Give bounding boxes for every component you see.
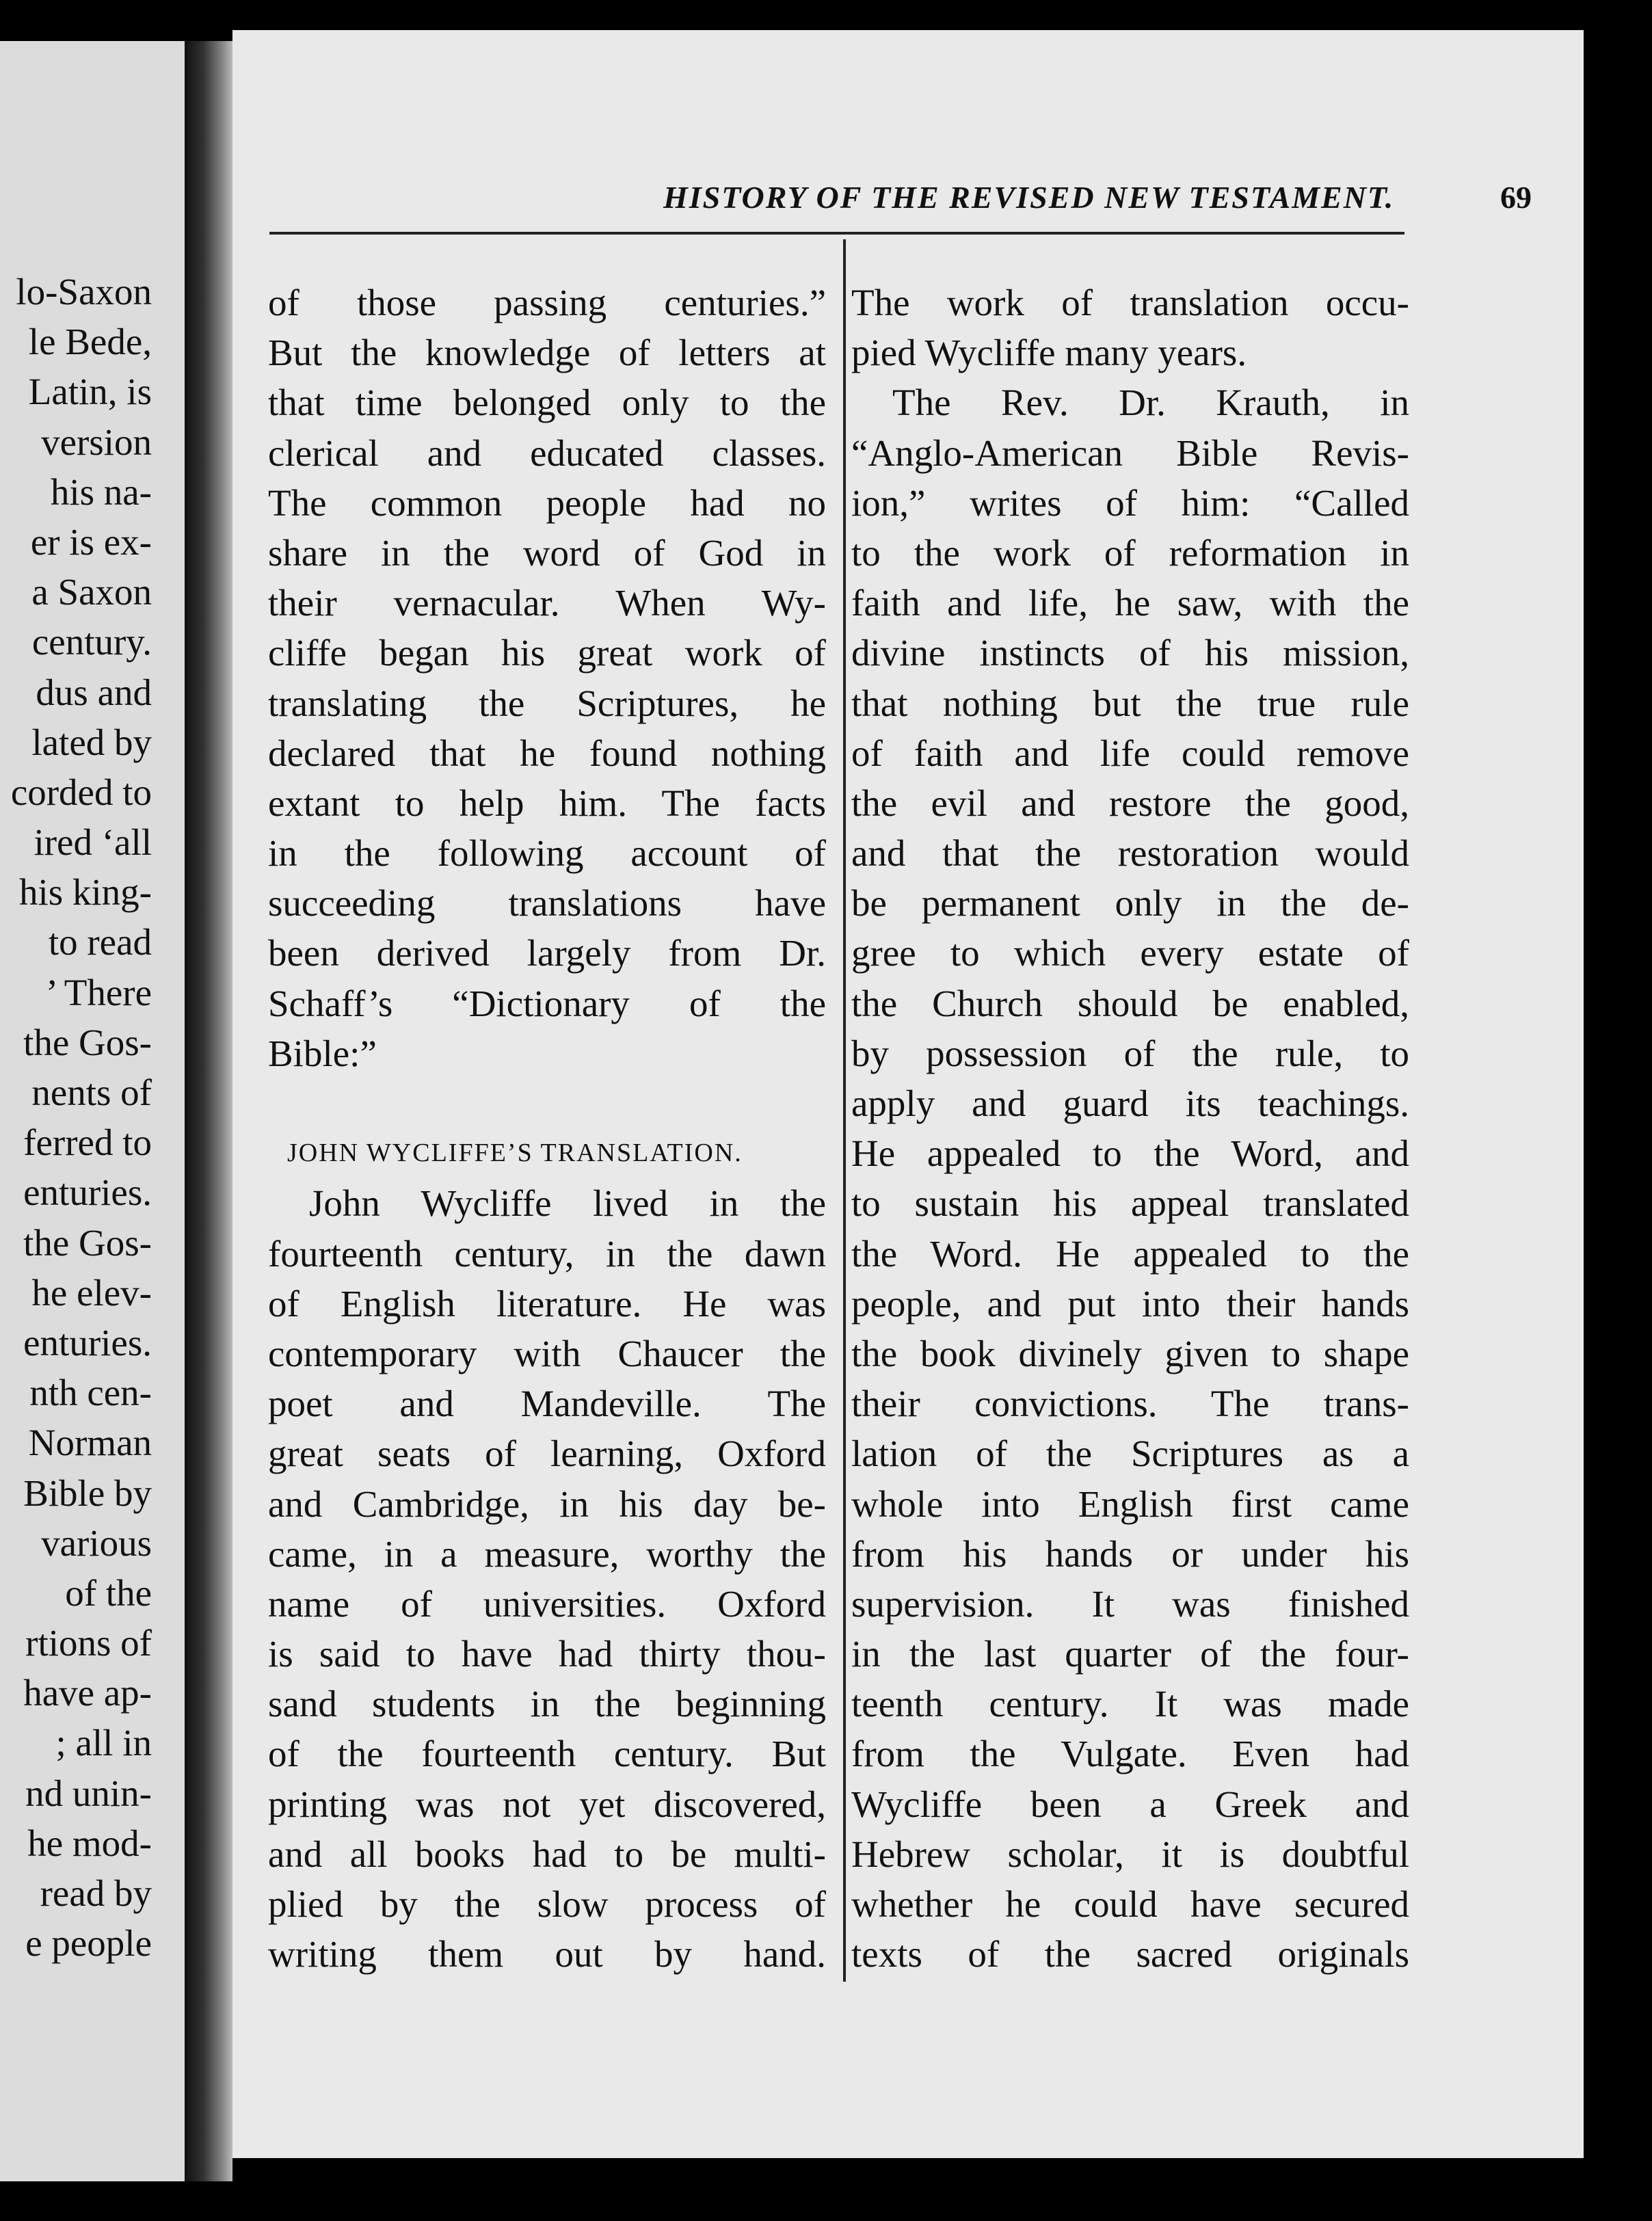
text-line: The common people had no [268, 481, 826, 524]
text-line: writing them out by hand. [268, 1933, 826, 1976]
left-page-line: ’ There [45, 971, 152, 1013]
text-line: great seats of learning, Oxford [268, 1433, 826, 1475]
text-line: texts of the sacred originals [851, 1933, 1409, 1976]
left-facing-page [0, 41, 185, 2181]
left-page-line: rtions of [25, 1622, 152, 1664]
left-page-line: le Bede, [28, 321, 152, 363]
text-line: Hebrew scholar, it is doubtful [851, 1833, 1409, 1875]
text-line: cliffe began his great work of [268, 632, 826, 674]
text-line: contemporary with Chaucer the [268, 1332, 826, 1374]
left-page-line: nth cen- [29, 1372, 152, 1414]
text-line: extant to help him. The facts [268, 782, 826, 824]
book-gutter [185, 41, 232, 2181]
text-line: The work of translation occu- [851, 282, 1409, 323]
running-head-title: HISTORY OF THE REVISED NEW TESTAMENT. [663, 180, 1395, 215]
left-page-line: er is ex- [30, 520, 152, 563]
left-page-line: lated by [31, 721, 152, 763]
left-page-line: ; all in [55, 1722, 152, 1764]
left-page-line: Bible by [23, 1472, 152, 1514]
left-page-line: of the [65, 1571, 152, 1614]
text-line: came, in a measure, worthy the [268, 1532, 826, 1575]
left-page-line: the Gos- [23, 1021, 152, 1063]
text-line: and all books had to be multi- [268, 1833, 826, 1875]
text-line: whole into English first came [851, 1482, 1409, 1525]
left-page-line: various [41, 1521, 152, 1564]
left-page-line: he mod- [27, 1822, 152, 1864]
page-number: 69 [1500, 180, 1532, 215]
text-line: Wycliffe been a Greek and [851, 1783, 1409, 1825]
paragraph-gap [268, 1078, 826, 1128]
text-line: to sustain his appeal translated [851, 1182, 1409, 1225]
column-divider [843, 239, 846, 1982]
text-line: the Church should be enabled, [851, 982, 1409, 1024]
left-page-line: read by [40, 1872, 152, 1914]
text-line: gree to which every estate of [851, 932, 1409, 974]
text-line: in the following account of [268, 832, 826, 875]
left-page-line: version [41, 421, 152, 463]
left-page-line: a Saxon [31, 571, 152, 613]
text-line: teenth century. It was made [851, 1683, 1409, 1725]
left-page-line: his king- [18, 871, 152, 914]
text-line: divine instincts of his mission, [851, 632, 1409, 674]
text-line: He appealed to the Word, and [851, 1132, 1409, 1175]
text-line: from the Vulgate. Even had [851, 1733, 1409, 1775]
text-line: But the knowledge of letters at [268, 332, 826, 374]
text-line: John Wycliffe lived in the [309, 1182, 826, 1225]
text-line: their vernacular. When Wy- [268, 582, 826, 624]
text-line: their convictions. The trans- [851, 1383, 1409, 1425]
left-page-line: century. [31, 621, 152, 663]
text-line: by possession of the rule, to [851, 1032, 1409, 1074]
text-line: “Anglo-American Bible Revis- [851, 431, 1409, 474]
left-page-line: the Gos- [23, 1221, 152, 1264]
left-page-line: enturies. [23, 1171, 152, 1214]
text-line: ion,” writes of him: “Called [851, 481, 1409, 524]
text-line: from his hands or under his [851, 1532, 1409, 1575]
running-head [431, 179, 1532, 227]
text-line: and Cambridge, in his day be- [268, 1482, 826, 1525]
left-page-line: he elev- [31, 1271, 152, 1314]
left-page-line: ired ‘all [34, 821, 152, 864]
text-column-right [851, 278, 1409, 1979]
text-line: is said to have had thirty thou- [268, 1633, 826, 1675]
text-line: that time belonged only to the [268, 382, 826, 424]
text-line: of English literature. He was [268, 1282, 826, 1325]
text-line: Bible:” [268, 1032, 377, 1074]
left-page-line: dus and [36, 671, 152, 713]
text-line: sand students in the beginning [268, 1683, 826, 1725]
left-page-line: ferred to [23, 1121, 152, 1164]
text-line: poet and Mandeville. The [268, 1383, 826, 1425]
left-page-line: his na- [50, 470, 152, 513]
text-line: fourteenth century, in the dawn [268, 1232, 826, 1275]
left-page-line: lo-Saxon [16, 271, 152, 312]
left-page-line: Norman [28, 1422, 152, 1464]
text-line: Schaff’s “Dictionary of the [268, 982, 826, 1024]
text-line: supervision. It was finished [851, 1582, 1409, 1625]
text-line: of those passing centuries.” [268, 282, 826, 323]
left-page-line: have ap- [23, 1672, 152, 1714]
left-page-line: corded to [10, 771, 152, 813]
text-line: faith and life, he saw, with the [851, 582, 1409, 624]
right-page [232, 30, 1584, 2158]
text-line: of faith and life could remove [851, 732, 1409, 774]
left-page-line: Latin, is [28, 371, 152, 413]
section-heading: JOHN WYCLIFFE’S TRANSLATION. [287, 1139, 743, 1168]
text-line: be permanent only in the de- [851, 882, 1409, 925]
left-page-line: enturies. [23, 1321, 152, 1364]
left-page-line: e people [25, 1922, 152, 1965]
text-line: succeeding translations have [268, 882, 826, 925]
text-line: lation of the Scriptures as a [851, 1433, 1409, 1475]
text-line: share in the word of God in [268, 531, 826, 574]
text-line: and that the restoration would [851, 832, 1409, 875]
left-page-line: nents of [31, 1072, 152, 1113]
text-line: of the fourteenth century. But [268, 1733, 826, 1775]
text-line: been derived largely from Dr. [268, 932, 826, 974]
header-rule [269, 232, 1404, 235]
text-line: whether he could have secured [851, 1883, 1409, 1925]
text-line: The Rev. Dr. Krauth, in [892, 382, 1409, 424]
left-page-line: nd unin- [25, 1772, 152, 1814]
text-line: the evil and restore the good, [851, 782, 1409, 824]
text-line: printing was not yet discovered, [268, 1783, 826, 1825]
text-line: that nothing but the true rule [851, 682, 1409, 724]
text-line: in the last quarter of the four- [851, 1633, 1409, 1675]
text-line: translating the Scriptures, he [268, 682, 826, 724]
text-line: people, and put into their hands [851, 1282, 1409, 1325]
text-line: clerical and educated classes. [268, 431, 826, 474]
text-line: plied by the slow process of [268, 1883, 826, 1925]
left-page-text [0, 267, 152, 1968]
left-page-line: to read [48, 921, 152, 963]
text-line: the Word. He appealed to the [851, 1232, 1409, 1275]
text-column-left [268, 278, 826, 1979]
text-line: name of universities. Oxford [268, 1582, 826, 1625]
text-line: the book divinely given to shape [851, 1332, 1409, 1374]
text-line: pied Wycliffe many years. [851, 332, 1247, 374]
text-line: apply and guard its teachings. [851, 1082, 1409, 1124]
text-line: declared that he found nothing [268, 732, 826, 774]
text-line: to the work of reformation in [851, 531, 1409, 574]
